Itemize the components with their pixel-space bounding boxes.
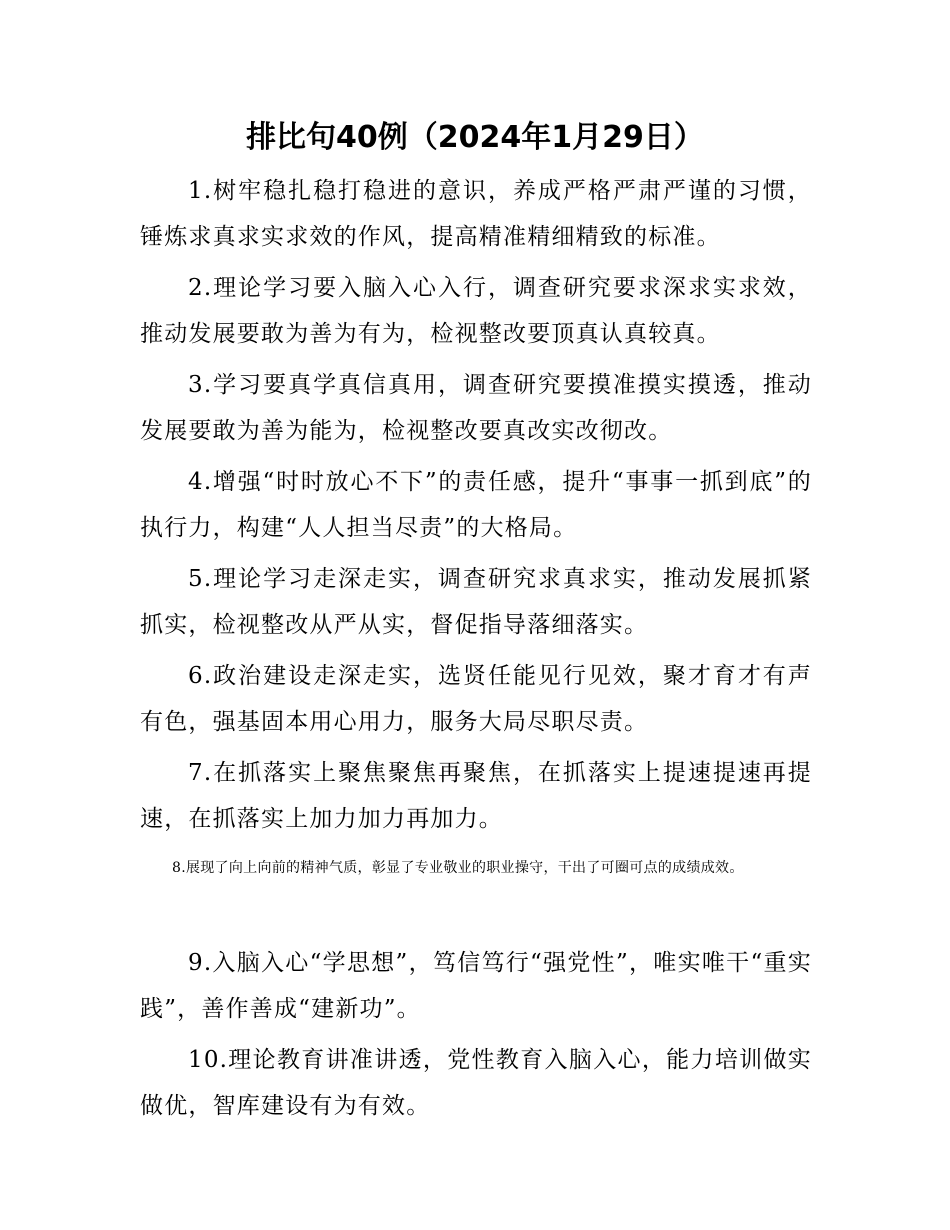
list-item: 10.理论教育讲准讲透，党性教育入脑入心，能力培训做实做优，智库建设有为有效。: [140, 1047, 812, 1119]
list-item: 6.政治建设走深走实，选贤任能见行见效，聚才育才有声有色，强基固本用心用力，服务大局尽职尽责。: [140, 663, 812, 735]
list-item: 4.增强“时时放心不下”的责任感，提升“事事一抓到底”的执行力，构建“人人担当尽责”的大格局。: [140, 469, 812, 541]
page-title: 排比句40例（2024年1月29日）: [246, 120, 704, 155]
list-item: 8.展现了向上向前的精神气质，彰显了专业敬业的职业操守，干出了可圈可点的成绩成效。: [172, 860, 744, 876]
list-item: 2.理论学习要入脑入心入行，调查研究要求深求实求效，推动发展要敢为善为有为，检视整改要顶真认真较真。: [140, 275, 812, 347]
list-item: 1.树牢稳扎稳打稳进的意识，养成严格严肃严谨的习惯，锤炼求真求实求效的作风，提高精准精细精致的标准。: [140, 178, 812, 250]
list-item: 9.入脑入心“学思想”，笃信笃行“强党性”，唯实唯干“重实践”，善作善成“建新功”。: [140, 950, 812, 1022]
list-item: 3.学习要真学真信真用，调查研究要摸准摸实摸透，推动发展要敢为善为能为，检视整改要真改实改彻改。: [140, 372, 812, 444]
list-item: 7.在抓落实上聚焦聚焦再聚焦，在抓落实上提速提速再提速，在抓落实上加力加力再加力。: [140, 760, 812, 832]
list-item: 5.理论学习走深走实，调查研究求真求实，推动发展抓紧抓实，检视整改从严从实，督促指导落细落实。: [140, 566, 812, 638]
